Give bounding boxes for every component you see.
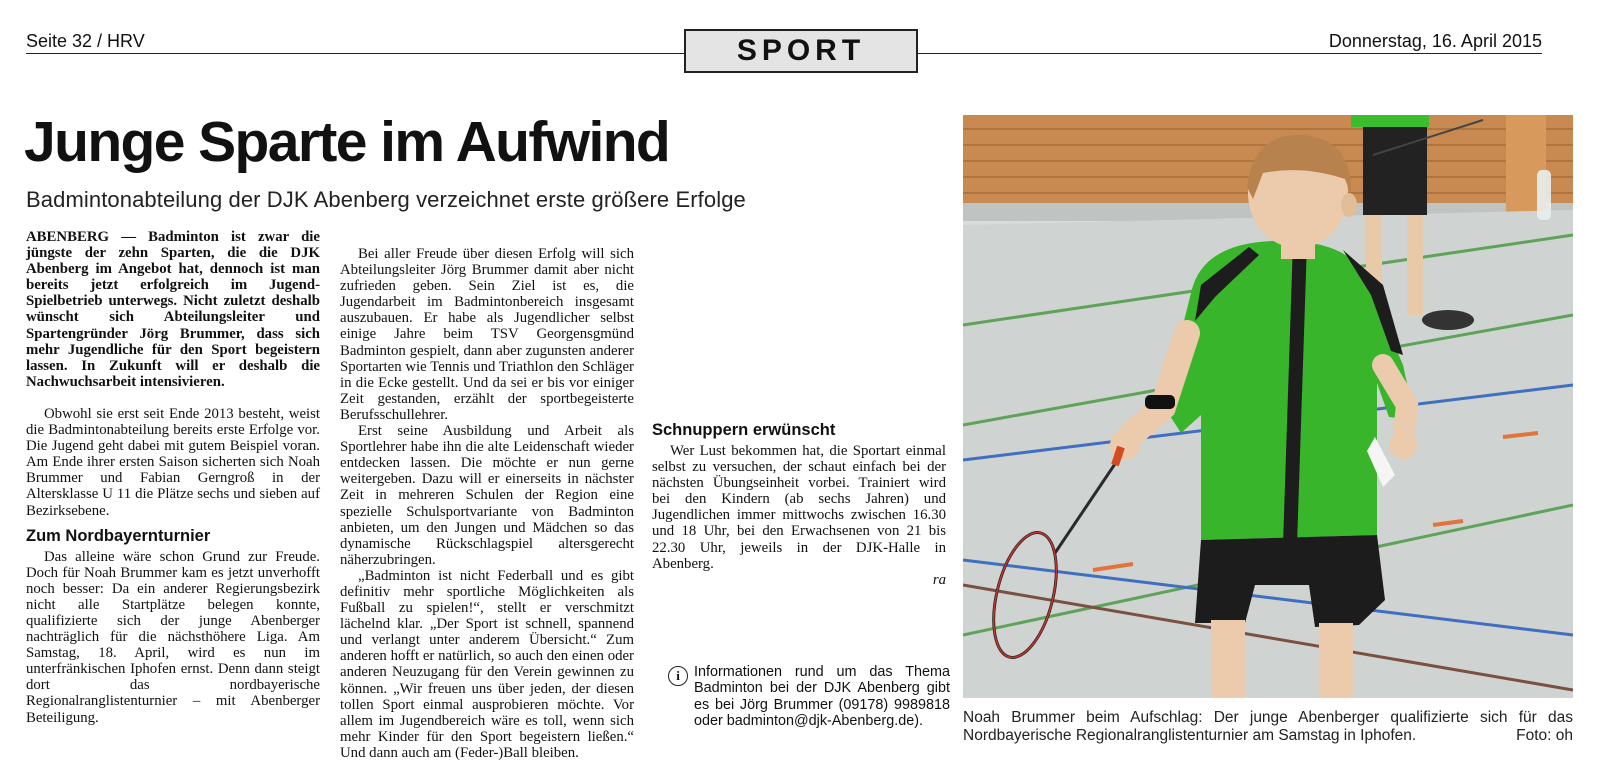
headline: Junge Sparte im Aufwind: [24, 110, 670, 174]
subheadline: Badmintonabteilung der DJK Abenberg verzeichnet erste größere Erfolge: [26, 187, 746, 212]
lead-text: Badminton ist zwar die jüngste der zehn Sparten, die die DJK Abenberg im Angebot hat, dennoch ist man bereits jetzt erfolgreich im Jugend-Spielbetrieb unterwegs. Nicht zuletzt deshalb wünscht sich Abteilungsleiter und Spartengründer Jörg Brummer, dass sich mehr Jugendliche für den Sport begeistern lassen. In Zukunft will er deshalb die Nachwuchsarbeit intensivieren.: [26, 229, 320, 390]
lead-paragraph: [26, 229, 320, 390]
issue-date: Donnerstag, 16. April 2015: [1328, 31, 1542, 51]
article-column-1: [26, 229, 320, 726]
subhead-nordbayernturnier: Zum Nordbayernturnier: [26, 526, 211, 545]
body-paragraph-3: Bei aller Freude über diesen Erfolg will sich Abteilungsleiter Jörg Brummer damit aber nicht zufrieden geben. Sein Ziel ist es, die Jugendarbeit im Badmintonbereich insgesamt auszubauen. Er habe als Jugendlicher selbst einige Jahre beim TSV Georgensgmünd Badminton gespielt, dann aber zugunsten anderer Sportarten wie Tennis und Triathlon den Schläger in die Ecke gestellt. Und da sei er bis vor einiger Zeit gestanden, erzählt der sportbegeisterte Berufsschullehrer.: [340, 246, 634, 423]
article-photo: [963, 115, 1573, 698]
section-label: SPORT: [684, 29, 918, 73]
article-column-2: [340, 246, 634, 761]
body-paragraph-4: Erst seine Ausbildung und Arbeit als Sportlehrer habe ihn die alte Leidenschaft wieder entdecken lassen. Die möchte er nun gerne weitergeben. Dazu will er einerseits in nächster Zeit in mehreren Schulen der Region eine spezielle Schulsportvariante von Badminton anbieten, um den Jungen und Mädchen so das dynamische Rückschlagspiel altersgerecht näherzubringen.: [340, 423, 634, 568]
author-signature: ra: [932, 571, 946, 588]
body-paragraph-5: „Badminton ist nicht Federball und es gibt definitiv mehr sportliche Möglichkeiten als Fußball zu spielen!“, stellt er verschmitzt lächelnd klar. „Der Sport ist schnell, spannend und verlangt unter anderem Übersicht.“ Zum anderen hofft er natürlich, so auch den einen oder anderen Neuzugang für den Verein gewinnen zu können. „Wir freuen uns über jeden, der diesen tollen Sport einmal ausprobieren möchte. Vor allem im Jugendbereich wäre es toll, wenn sich mehr Kinder für den Sport begeistern ließen.“ Und dann auch am (Feder-)Ball bleiben.: [340, 567, 634, 761]
body-paragraph-6: Wer Lust bekommen hat, die Sportart einmal selbst zu versuchen, der schaut einfach bei der nächsten Übungseinheit vorbei. Trainiert wird bei den Kindern (ab sechs Jahren) und Jugendlichen immer mittwochs zwischen 16.30 und 18 Uhr, bei den Erwachsenen von 21 bis 22.30 Uhr, jeweils in der DJK-Halle in Abenberg.: [652, 443, 946, 572]
subhead-schnuppern: Schnuppern erwünscht: [652, 421, 836, 439]
body-paragraph-1: Obwohl sie erst seit Ende 2013 besteht, weist die Badmintonabteilung bereits erste Erfolge vor. Die Jugend geht dabei mit gutem Beispiel voran. Am Ende ihrer ersten Saison sicherten sich Noah Brummer und Fabian Gerngroß in der Altersklasse U 11 die Plätze sechs und sieben auf Bezirksebene.: [26, 405, 320, 519]
photo-credit: Foto: oh: [1516, 726, 1573, 744]
body-paragraph-2: Das alleine wäre schon Grund zur Freude. Doch für Noah Brummer kam es jetzt unverhofft noch besser: Da ein anderer Regierungsbezirk nicht alle Startplätze belegen konnte, qualifizierte sich der junge Abenberger nachträglich für die nächsthöhere Liga. Am Samstag, 18. April, wird es nun im unterfränkischen Iphofen ernst. Denn dann steigt dort das nordbayerische Regionalranglistenturnier – mit Abenberger Beteiligung.: [26, 548, 320, 726]
photo-caption: [963, 709, 1573, 744]
info-box: [668, 664, 950, 729]
article-column-3: [652, 413, 946, 588]
caption-text: Noah Brummer beim Aufschlag: Der junge Abenberger qualifizierte sich für das Nordbayerische Regionalranglistenturnier am Samstag in Iphofen.: [963, 709, 1573, 744]
info-text: Informationen rund um das Thema Badminton bei der DJK Abenberg gibt es bei Jörg Brummer (09178) 9989818 oder badminton@djk-Abenberg.de).: [694, 664, 950, 729]
info-icon: i: [668, 666, 688, 686]
page-label: Seite 32 / HRV: [26, 31, 145, 51]
dateline: ABENBERG —: [26, 229, 136, 245]
